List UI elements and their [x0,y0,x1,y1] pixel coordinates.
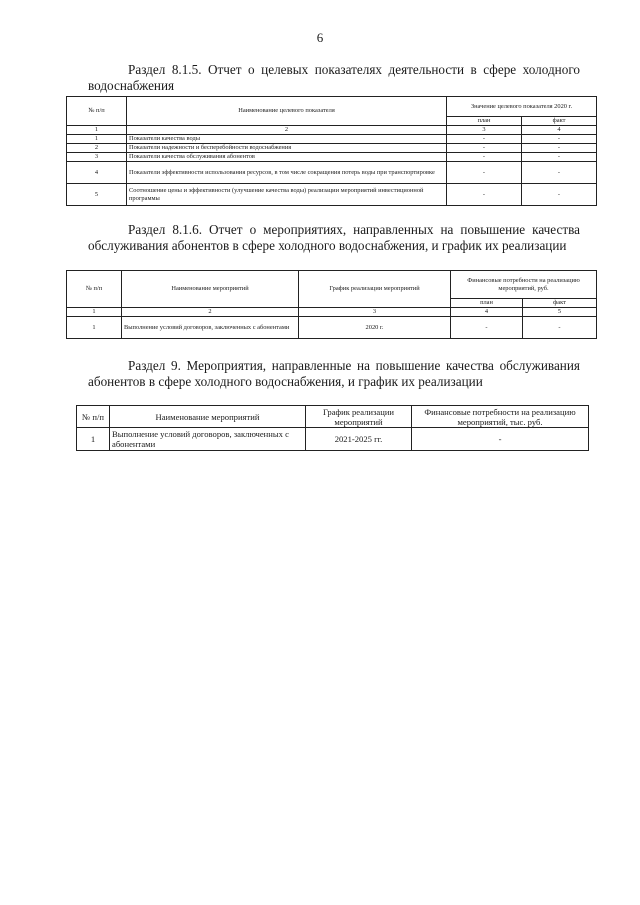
column-number: 1 [67,126,127,135]
section-8-1-6-heading-text: Раздел 8.1.6. Отчет о мероприятиях, направленных на повышение качества обслуживания абонентов в сфере холодного водоснабжения, и график их реализации [88,222,580,253]
section-8-1-5-heading-text: Раздел 8.1.5. Отчет о целевых показателях деятельности в сфере холодного водоснабжения [88,62,580,93]
row-name: Выполнение условий договоров, заключенных с абонентами [122,317,299,339]
table-row [67,317,597,339]
table-row [77,428,589,451]
row-plan: - [447,144,522,153]
header-fact: факт [522,117,597,126]
row-name: Соотношение цены и эффективности (улучшение качества воды) реализации мероприятий инвестиционной программы [127,184,447,206]
target-indicators-table [66,96,597,206]
row-name: Показатели надежности и бесперебойности водоснабжения [127,144,447,153]
header-activity-name: Наименование мероприятий [122,271,299,308]
column-number: 2 [122,308,299,317]
table-row [67,162,597,184]
column-number: 1 [67,308,122,317]
row-name: Выполнение условий договоров, заключенных с абонентами [110,428,306,451]
header-finance-group: Финансовые потребности на реализацию мероприятий, руб. [451,271,597,299]
row-schedule: 2020 г. [299,317,451,339]
header-num: № п/п [77,406,110,428]
section-8-1-6-heading [88,222,580,254]
row-num: 3 [67,153,127,162]
row-fact: - [522,144,597,153]
header-num: № п/п [67,97,127,126]
header-fact: факт [523,299,597,308]
row-fact: - [523,317,597,339]
section-9-heading [88,358,580,390]
header-finance: Финансовые потребности на реализацию мероприятий, тыс. руб. [412,406,589,428]
row-plan: - [447,184,522,206]
column-number: 3 [447,126,522,135]
row-plan: - [447,135,522,144]
section-8-1-5-heading [88,62,580,94]
row-name: Показатели качества обслуживания абонентов [127,153,447,162]
row-fact: - [522,153,597,162]
header-indicator-name: Наименование целевого показателя [127,97,447,126]
column-number: 4 [522,126,597,135]
section-9-heading-text: Раздел 9. Мероприятия, направленные на повышение качества обслуживания абонентов в сфере холодного водоснабжения, и график их реализации [88,358,580,389]
header-activity-name: Наименование мероприятий [110,406,306,428]
service-quality-activities-table [66,270,597,339]
table-row [67,135,597,144]
header-plan: план [451,299,523,308]
table-row [67,144,597,153]
row-num: 2 [67,144,127,153]
header-num: № п/п [67,271,122,308]
row-num: 1 [67,135,127,144]
page-number: 6 [316,30,324,45]
row-fact: - [522,162,597,184]
column-number: 3 [299,308,451,317]
header-plan: план [447,117,522,126]
table-row [67,184,597,206]
column-number: 5 [523,308,597,317]
row-plan: - [451,317,523,339]
planned-activities-table [76,405,589,451]
table-row [67,153,597,162]
row-num: 4 [67,162,127,184]
row-plan: - [447,153,522,162]
row-num: 1 [77,428,110,451]
row-fact: - [522,184,597,206]
row-plan: - [447,162,522,184]
row-name: Показатели эффективности использования ресурсов, в том числе сокращения потерь воды при транспортировке [127,162,447,184]
column-number: 2 [127,126,447,135]
row-name: Показатели качества воды [127,135,447,144]
row-finance: - [412,428,589,451]
header-schedule: График реализации мероприятий [306,406,412,428]
row-fact: - [522,135,597,144]
header-schedule: График реализации мероприятий [299,271,451,308]
row-schedule: 2021-2025 гг. [306,428,412,451]
column-number: 4 [451,308,523,317]
row-num: 1 [67,317,122,339]
row-num: 5 [67,184,127,206]
header-value-group: Значение целевого показателя 2020 г. [447,97,597,117]
